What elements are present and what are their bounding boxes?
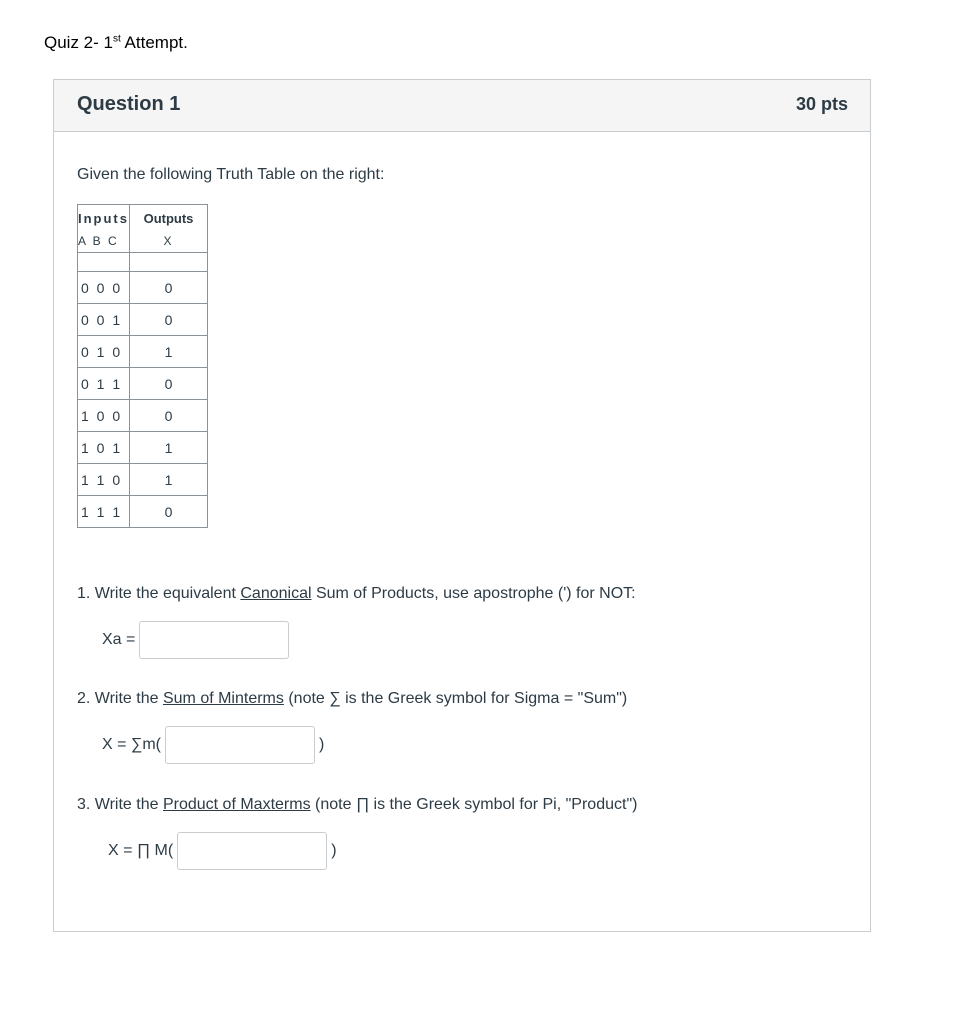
- spacer-cell: [130, 253, 208, 272]
- input-cell: 0 0 1: [78, 304, 130, 336]
- output-cell: 0: [130, 304, 208, 336]
- page-heading: Quiz 2- 1st Attempt.: [44, 33, 188, 52]
- part-3-label: X = ∏ M(: [108, 842, 174, 859]
- product-of-maxterms-input[interactable]: [177, 832, 327, 870]
- input-cell: 1 0 0: [78, 400, 130, 432]
- truth-row: [78, 336, 208, 368]
- truth-row: [78, 400, 208, 432]
- input-cell: 0 1 1: [78, 368, 130, 400]
- part-2-close: ): [318, 736, 325, 753]
- part-2-label: X = ∑m(: [102, 736, 161, 753]
- input-cell: 1 1 0: [78, 464, 130, 496]
- part-2-answer-row: [102, 726, 324, 764]
- output-cell: 1: [130, 432, 208, 464]
- part-3-close: ): [331, 842, 337, 859]
- output-cell: 1: [130, 336, 208, 368]
- question-header: [54, 80, 870, 132]
- part-3-prompt: 3. Write the Product of Maxterms (note ∏ is the Greek symbol for Pi, "Product"): [77, 796, 638, 813]
- input-cell: 1 1 1: [78, 496, 130, 528]
- input-cell: 0 0 0: [78, 272, 130, 304]
- truth-row: [78, 464, 208, 496]
- truth-row: [78, 432, 208, 464]
- truth-table: [77, 204, 208, 528]
- canonical-sop-input[interactable]: [139, 621, 289, 659]
- header-outputs: Outputs X: [130, 205, 208, 253]
- output-cell: 1: [130, 464, 208, 496]
- part-1-prompt: 1. Write the equivalent Canonical Sum of Products, use apostrophe (') for NOT:: [77, 585, 636, 602]
- question-points: 30 pts: [795, 94, 848, 114]
- part-3-answer-row: [108, 832, 337, 870]
- input-cell: 1 0 1: [78, 432, 130, 464]
- input-cell: 0 1 0: [78, 336, 130, 368]
- question-title: Question 1: [77, 93, 181, 115]
- header-inputs: Inputs A B C: [78, 205, 130, 253]
- sum-of-minterms-input[interactable]: [165, 726, 315, 764]
- output-cell: 0: [130, 496, 208, 528]
- truth-row: [78, 304, 208, 336]
- question-card: [53, 79, 871, 932]
- output-cell: 0: [130, 272, 208, 304]
- spacer-cell: [78, 253, 130, 272]
- truth-row: [78, 368, 208, 400]
- part-2-prompt: 2. Write the Sum of Minterms (note ∑ is the Greek symbol for Sigma = "Sum"): [77, 690, 628, 707]
- truth-row: [78, 272, 208, 304]
- output-cell: 0: [130, 368, 208, 400]
- truth-row: [78, 496, 208, 528]
- output-cell: 0: [130, 400, 208, 432]
- question-intro: Given the following Truth Table on the right:: [77, 166, 385, 183]
- part-1-answer-row: [102, 621, 289, 659]
- part-1-label: Xa =: [102, 631, 136, 648]
